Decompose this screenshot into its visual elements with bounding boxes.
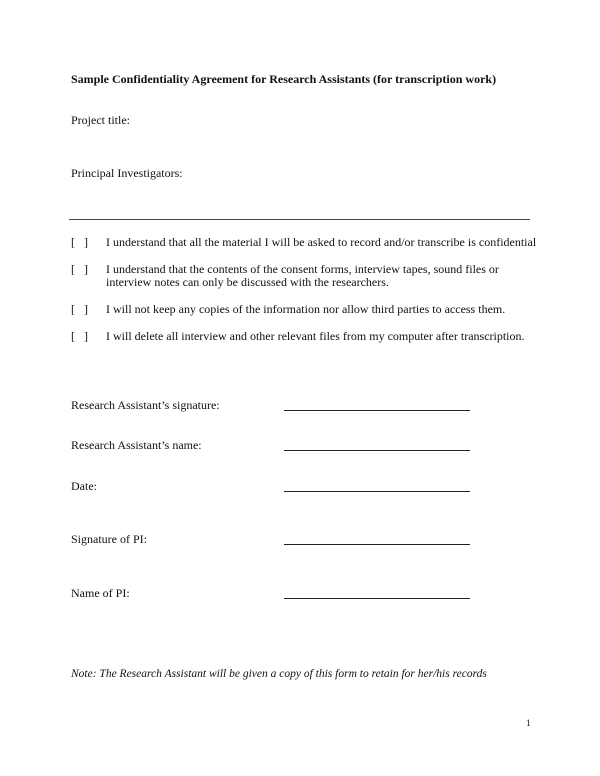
checklist-item-text: I understand that all the material I will be asked to record and/or transcribe is confidential xyxy=(106,235,537,249)
date-label: Date: xyxy=(71,479,97,493)
principal-investigators-label: Principal Investigators: xyxy=(71,166,183,180)
pi-name-label: Name of PI: xyxy=(71,586,130,600)
checklist-item-text: I will delete all interview and other relevant files from my computer after transcription. xyxy=(106,329,525,343)
checkbox[interactable]: [ ] xyxy=(71,302,88,316)
pi-signature-label: Signature of PI: xyxy=(71,532,147,546)
checklist-item-text: I understand that the contents of the consent forms, interview tapes, sound files or interview notes can only be discussed with the researchers. xyxy=(106,262,499,289)
checkbox[interactable]: [ ] xyxy=(71,235,88,249)
checklist-item-text: I will not keep any copies of the information nor allow third parties to access them. xyxy=(106,302,506,316)
checkbox[interactable]: [ ] xyxy=(71,262,88,276)
pi-name-line[interactable] xyxy=(284,598,470,599)
ra-signature-label: Research Assistant’s signature: xyxy=(71,398,220,412)
ra-name-label: Research Assistant’s name: xyxy=(71,438,202,452)
pi-signature-line[interactable] xyxy=(284,544,470,545)
document-title: Sample Confidentiality Agreement for Research Assistants (for transcription work) xyxy=(71,72,497,86)
date-line[interactable] xyxy=(284,491,470,492)
checkbox[interactable]: [ ] xyxy=(71,329,88,343)
page-number: 1 xyxy=(526,718,531,728)
ra-signature-line[interactable] xyxy=(284,410,470,411)
ra-name-line[interactable] xyxy=(284,450,470,451)
retention-note: Note: The Research Assistant will be given a copy of this form to retain for her/his records xyxy=(71,668,487,680)
divider-line xyxy=(69,219,530,220)
project-title-label: Project title: xyxy=(71,113,130,127)
